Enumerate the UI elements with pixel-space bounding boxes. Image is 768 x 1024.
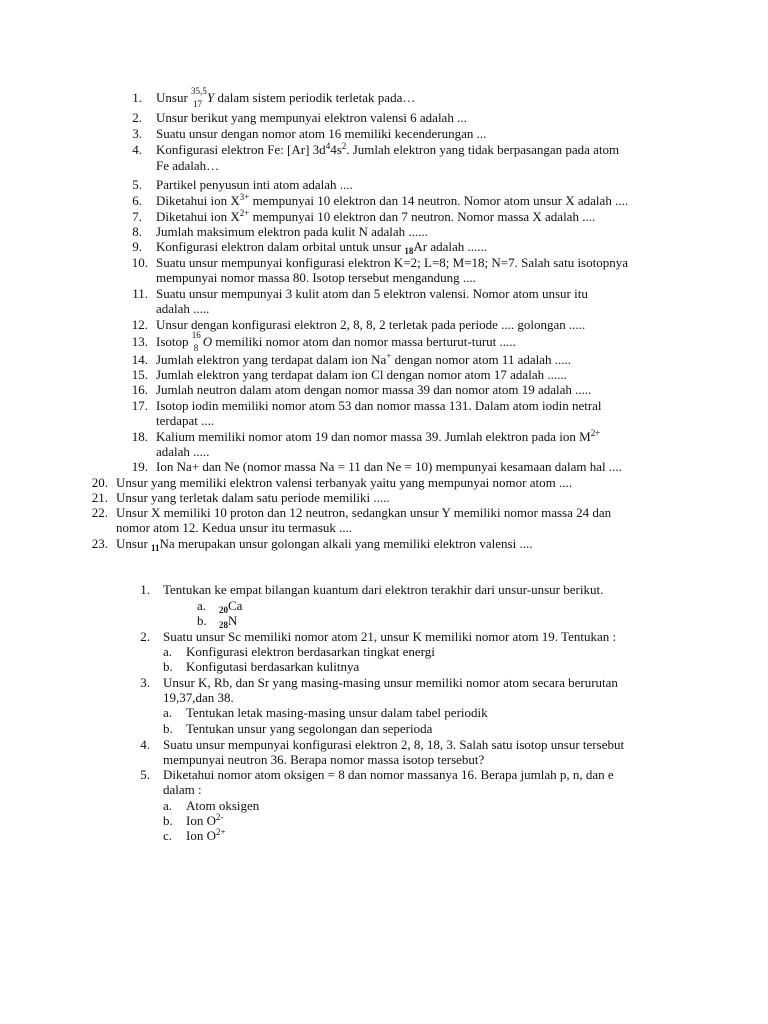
question-number: 5. [140, 767, 150, 782]
element-symbol: Y [207, 90, 215, 105]
question-text: Isotop iodin memiliki nomor atom 53 dan nomor massa 131. Dalam atom iodin netral [156, 398, 602, 413]
question-text: Tentukan ke empat bilangan kuantum dari elektron terakhir dari unsur-unsur berikut. [163, 582, 604, 597]
question-text: Diketahui nomor atom oksigen = 8 dan nomor massanya 16. Berapa jumlah p, n, dan e [163, 767, 614, 782]
question-number: 11. [132, 286, 148, 301]
ion-charge: 3+ [239, 192, 250, 202]
question-18-continued: adalah ..... [156, 444, 210, 459]
question-number: 9. [132, 239, 142, 254]
question-number: 2. [132, 110, 142, 125]
question-text: Konfigurasi elektron dalam orbital untuk unsur [156, 239, 405, 254]
question-number: 15. [131, 367, 148, 382]
question-text: Unsur X memiliki 10 proton dan 12 neutron, sedangkan unsur Y memiliki nomor massa 24 dan [116, 505, 612, 520]
option-label: b. [163, 721, 173, 736]
question-number: 12. [131, 317, 148, 332]
question-text: 4s [330, 142, 342, 157]
question-number: 16. [131, 382, 148, 397]
option-label: b. [197, 613, 207, 628]
question-text: Unsur berikut yang mempunyai elektron valensi 6 adalah ... [156, 110, 467, 125]
question-text: Isotop [156, 334, 192, 349]
question-text: Ar adalah ...... [413, 239, 488, 254]
question-number: 14. [131, 352, 148, 367]
question-text: Kalium memiliki nomor atom 19 dan nomor massa 39. Jumlah elektron pada ion M [156, 429, 591, 444]
option-label: a. [197, 598, 207, 613]
question-text: Suatu unsur dengan nomor atom 16 memiliki kecenderungan ... [156, 126, 487, 141]
question-text: Suatu unsur Sc memiliki nomor atom 21, unsur K memiliki nomor atom 19. Tentukan : [163, 629, 617, 644]
subscript: 11 [151, 543, 160, 553]
ion-charge: 2+ [590, 428, 601, 438]
atomic-number: 8 [193, 343, 199, 353]
question-text: memiliki nomor atom dan nomor massa berturut-turut ..... [212, 334, 516, 349]
option-label: a. [163, 644, 173, 659]
option-label: b. [163, 813, 173, 828]
option-text: Tentukan letak masing-masing unsur dalam tabel periodik [186, 705, 488, 720]
question-text: dalam sistem periodik terletak pada… [214, 90, 416, 105]
question-number: 3. [140, 675, 150, 690]
question-text: Suatu unsur mempunyai konfigurasi elektron 2, 8, 18, 3. Salah satu isotop unsur tersebut [163, 737, 625, 752]
ion-charge: 2+ [215, 827, 226, 837]
essay-4-continued: mempunyai neutron 36. Berapa nomor massa isotop tersebut? [163, 752, 485, 767]
question-text: Unsur yang terletak dalam satu periode memiliki ..... [116, 490, 390, 505]
question-text: Konfigurasi elektron Fe: [Ar] 3d [156, 142, 326, 157]
question-number: 1. [132, 90, 142, 105]
option-label: a. [163, 798, 173, 813]
question-text: Jumlah elektron yang terdapat dalam ion Cl dengan nomor atom 17 adalah ...... [156, 367, 567, 382]
element-symbol: Ca [228, 598, 243, 613]
ion-charge: 2- [215, 812, 224, 822]
element-symbol: O [202, 334, 213, 349]
question-number: 8. [132, 224, 142, 239]
question-11-continued: adalah ..... [156, 301, 210, 316]
question-number: 23. [91, 536, 108, 551]
mass-number: 16 [191, 330, 201, 340]
option-text: Ion O [186, 813, 216, 828]
subscript: 18 [404, 246, 414, 256]
question-text: Jumlah neutron dalam atom dengan nomor massa 39 dan nomor atom 19 adalah ..... [156, 382, 592, 397]
question-number: 18. [131, 429, 148, 444]
option-label: a. [163, 705, 173, 720]
question-text: Jumlah elektron yang terdapat dalam ion Na [156, 352, 387, 367]
question-text: Unsur K, Rb, dan Sr yang masing-masing unsur memiliki nomor atom secara berurutan [163, 675, 618, 690]
nuclide-notation [191, 86, 207, 109]
option-label: b. [163, 659, 173, 674]
question-text: Ion Na+ dan Ne (nomor massa Na = 11 dan Ne = 10) mempunyai kesamaan dalam hal .... [156, 459, 622, 474]
option-text: Konfigutasi berdasarkan kulitnya [186, 659, 360, 674]
question-text: dengan nomor atom 11 adalah ..... [391, 352, 572, 367]
question-number: 22. [91, 505, 108, 520]
element-symbol: N [228, 613, 238, 628]
question-10-continued: mempunyai nomor massa 80. Isotop tersebut mengandung .... [156, 270, 476, 285]
question-text: mempunyai 10 elektron dan 14 neutron. Nomor atom unsur X adalah .... [249, 193, 629, 208]
question-number: 17. [131, 398, 148, 413]
subscript: 28 [219, 620, 228, 630]
question-text: Unsur [156, 90, 192, 105]
question-number: 7. [132, 209, 142, 224]
question-number: 21. [91, 490, 108, 505]
nuclide-notation [191, 330, 203, 353]
question-text: Unsur yang memiliki elektron valensi terbanyak yaitu yang mempunyai nomor atom .... [116, 475, 572, 490]
mass-number: 35,5 [191, 86, 207, 96]
question-text: Unsur dengan konfigurasi elektron 2, 8, 8, 2 terletak pada periode .... golongan ..... [156, 317, 586, 332]
option-text: Tentukan unsur yang segolongan dan seperioda [186, 721, 433, 736]
superscript: 4 [325, 141, 331, 151]
question-22-continued: nomor atom 12. Kedua unsur itu termasuk .... [116, 520, 353, 535]
option-text: Ion O [186, 828, 216, 843]
question-text: Diketahui ion X [156, 193, 240, 208]
question-number: 19. [131, 459, 148, 474]
question-text: . Jumlah elektron yang tidak berpasangan pada atom [346, 142, 620, 157]
option-label: c. [163, 828, 173, 843]
superscript: 2 [341, 141, 347, 151]
atomic-number: 17 [193, 99, 203, 109]
ion-charge: 2+ [239, 208, 250, 218]
question-text: Diketahui ion X [156, 209, 240, 224]
question-text: Unsur [116, 536, 152, 551]
question-number: 13. [131, 334, 148, 349]
question-number: 20. [91, 475, 108, 490]
option-text: Atom oksigen [186, 798, 260, 813]
question-number: 10. [131, 255, 148, 270]
essay-5-continued: dalam : [163, 782, 202, 797]
question-text: Suatu unsur mempunyai konfigurasi elektron K=2; L=8; M=18; N=7. Salah satu isotopnya [156, 255, 628, 270]
question-text: Jumlah maksimum elektron pada kulit N adalah ...... [156, 224, 428, 239]
question-number: 6. [132, 193, 142, 208]
question-17-continued: terdapat .... [156, 413, 215, 428]
question-number: 2. [140, 629, 150, 644]
question-number: 5. [132, 177, 142, 192]
essay-3-continued: 19,37,dan 38. [163, 690, 234, 705]
question-text: Suatu unsur mempunyai 3 kulit atom dan 5 elektron valensi. Nomor atom unsur itu [156, 286, 588, 301]
question-text: Partikel penyusun inti atom adalah .... [156, 177, 353, 192]
question-text: Na merupakan unsur golongan alkali yang memiliki elektron valensi .... [159, 536, 533, 551]
question-text: mempunyai 10 elektron dan 7 neutron. Nomor massa X adalah .... [249, 209, 596, 224]
option-text: Konfigurasi elektron berdasarkan tingkat energi [186, 644, 435, 659]
question-number: 4. [132, 142, 142, 157]
question-number: 1. [140, 582, 150, 597]
question-4-continued: Fe adalah… [156, 158, 220, 173]
question-number: 3. [132, 126, 142, 141]
ion-charge: + [386, 351, 392, 361]
question-number: 4. [140, 737, 150, 752]
subscript: 20 [219, 605, 228, 615]
